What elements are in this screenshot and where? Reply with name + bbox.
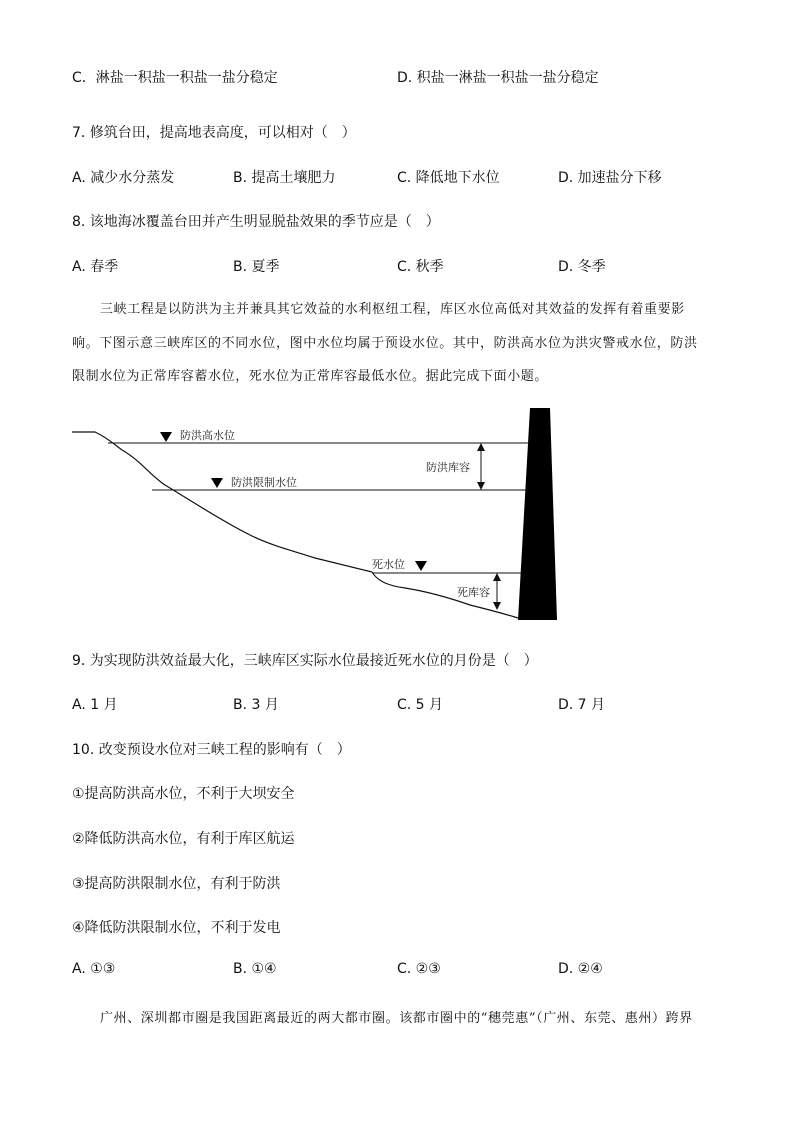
option-c-prev: C．淋盐一积盐一积盐一盐分稳定 <box>72 70 278 86</box>
question-10-statement-4: ④降低防洪限制水位，不利于发电 <box>72 920 281 936</box>
question-9-stem: 9. 为实现防洪效益最大化，三峡库区实际水位最接近死水位的月份是（ ） <box>72 653 538 669</box>
question-8-option-d: D. 冬季 <box>558 259 606 275</box>
question-9-option-c: C. 5 月 <box>397 697 444 713</box>
question-8-option-c: C. 秋季 <box>397 259 444 275</box>
option-d-prev: D. 积盐一淋盐一积盐一盐分稳定 <box>397 70 599 86</box>
reservoir-bank-line <box>72 432 518 618</box>
question-10-statement-2: ②降低防洪高水位，有利于库区航运 <box>72 831 295 847</box>
question-10-statement-3: ③提高防洪限制水位，有利于防洪 <box>72 876 281 892</box>
dam-body <box>518 408 557 620</box>
question-10-stem: 10. 改变预设水位对三峡工程的影响有（ ） <box>72 742 351 758</box>
question-8-option-b: B. 夏季 <box>233 259 280 275</box>
flood-limit-level-marker <box>211 478 223 488</box>
passage-1-line-1: 三峡工程是以防洪为主并兼具其它效益的水利枢纽工程，库区水位高低对其效益的发挥有着重要影 <box>100 302 685 317</box>
question-9-option-b: B. 3 月 <box>233 697 279 713</box>
question-10-option-b: B. ①④ <box>233 961 277 977</box>
question-7-option-b: B. 提高土壤肥力 <box>233 170 336 186</box>
dead-level-marker <box>415 561 427 571</box>
flood-storage-arrow-top <box>477 443 485 451</box>
question-10-statement-1: ①提高防洪高水位，不利于大坝安全 <box>72 786 295 802</box>
flood-storage-arrow-bottom <box>477 482 485 490</box>
question-7-option-c: C. 降低地下水位 <box>397 170 500 186</box>
question-9-option-d: D. 7 月 <box>558 697 606 713</box>
flood-limit-level-label: 防洪限制水位 <box>231 476 297 489</box>
reservoir-water-level-diagram <box>60 400 580 630</box>
question-8-option-a: A. 春季 <box>72 259 119 275</box>
passage-2-line-1: 广州、深圳都市圈是我国距离最近的两大都市圈。该都市圈中的“穗莞惠”（广州、东莞、惠州）跨界 <box>100 1011 693 1026</box>
flood-high-level-label: 防洪高水位 <box>180 429 235 442</box>
question-7-option-a: A. 减少水分蒸发 <box>72 170 175 186</box>
flood-storage-label: 防洪库容 <box>426 461 470 474</box>
question-9-option-a: A. 1 月 <box>72 697 118 713</box>
passage-1-line-2: 响。下图示意三峡库区的不同水位，图中水位均属于预设水位。其中，防洪高水位为洪灾警戒水位，防洪 <box>72 336 698 351</box>
dead-level-label: 死水位 <box>372 558 405 571</box>
question-7-stem: 7. 修筑台田，提高地表高度，可以相对（ ） <box>72 125 356 141</box>
passage-1-line-3: 限制水位为正常库容蓄水位，死水位为正常库容最低水位。据此完成下面小题。 <box>72 369 549 384</box>
question-8-stem: 8. 该地海冰覆盖台田并产生明显脱盐效果的季节应是（ ） <box>72 214 440 230</box>
dead-storage-arrow-bottom <box>493 602 501 610</box>
question-10-option-a: A. ①③ <box>72 961 116 977</box>
dead-storage-arrow-top <box>493 573 501 581</box>
dead-storage-label: 死库容 <box>457 586 490 599</box>
question-10-option-d: D. ②④ <box>558 961 603 977</box>
question-7-option-d: D. 加速盐分下移 <box>558 170 662 186</box>
flood-high-level-marker <box>160 432 172 442</box>
question-10-option-c: C. ②③ <box>397 961 441 977</box>
